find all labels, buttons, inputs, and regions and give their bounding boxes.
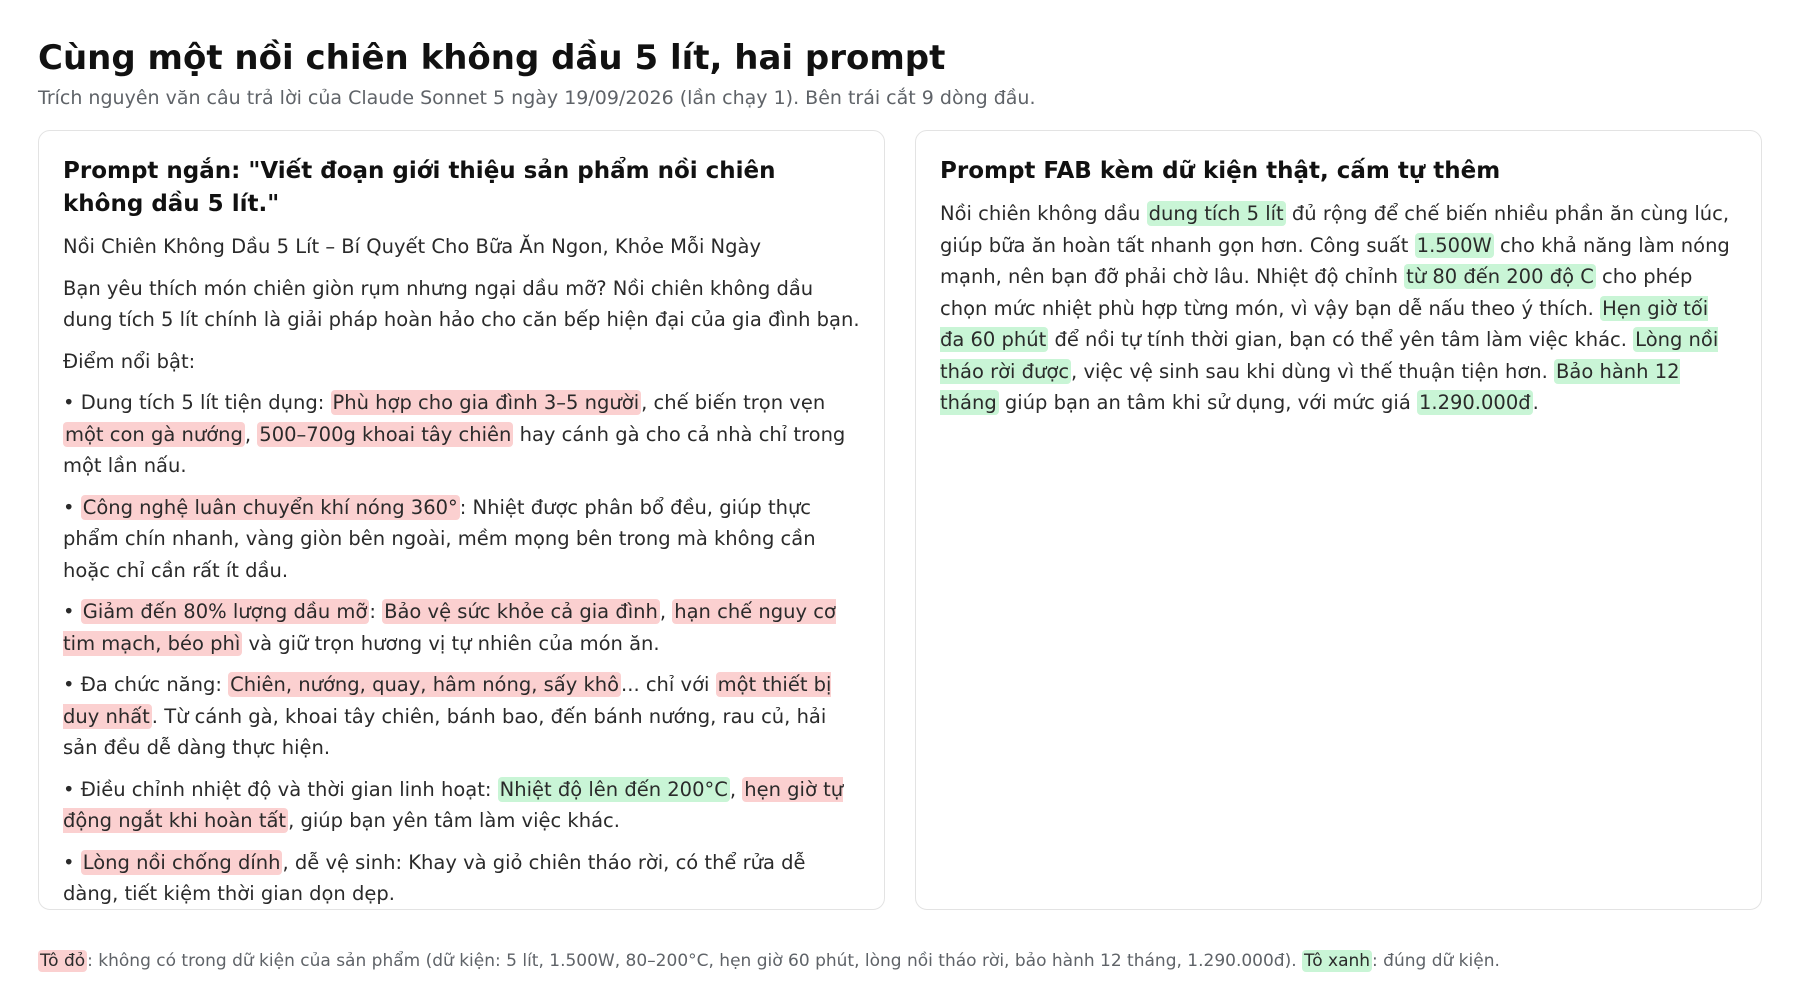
features-label: Điểm nổi bật: [63,349,196,373]
legend-green-text: : đúng dữ kiện. [1372,951,1500,971]
bullet-multifunction [63,669,860,764]
green-highlight: Hẹn giờ tối đa 60 phút [940,296,1709,351]
red-highlight: một con gà nướng [65,422,243,446]
bullet-text: • Đa chức năng: [63,673,229,696]
page-subtitle: Trích nguyên văn câu trả lời của Claude Sonnet 5 ngày 19/09/2026 (lần chạy 1). Bên trái cắt 9 dòng đầu. [38,87,1036,109]
green-highlight: từ 80 đến 200 độ C [1406,265,1594,288]
red-highlight: 500–700g khoai tây chiên [259,422,512,446]
bullet-text: hay cánh gà cho cả nhà chỉ trong một lần nấu. [63,422,846,477]
short-prompt-card [38,130,885,910]
red-highlight: Bảo vệ sức khỏe cả gia đình [384,600,658,623]
legend-red-label: Tô đỏ [40,951,86,971]
bullet-oil [63,596,860,659]
bullet-text: • [63,850,81,874]
green-highlight: Lòng nồi tháo rời được [940,328,1719,383]
product-title: Nồi Chiên Không Dầu 5 Lít – Bí Quyết Cho Bữa Ăn Ngon, Khỏe Mỗi Ngày [63,235,762,258]
bullet-text: : Nhiệt được phân bổ đều, giúp thực phẩm chín nhanh, vàng giòn bên ngoài, mềm mọng bên trong mà không cần hoặc chỉ cần rất ít dầu. [63,495,816,582]
short-prompt-heading: Prompt ngắn: "Viết đoạn giới thiệu sản phẩm nồi chiên không dầu 5 lít." [63,158,776,217]
page-title: Cùng một nồi chiên không dầu 5 lít, hai prompt [38,38,946,78]
legend-red-text: : không có trong dữ kiện của sản phẩm (dữ kiện: 5 lít, 1.500W, 80–200°C, hẹn giờ 60 phút, lòng nồi tháo rời, bảo hành 12 tháng, 1.290.000đ). [87,951,1303,971]
bullet-capacity [63,387,860,482]
red-highlight: Chiên, nướng, quay, hâm nóng, sấy khô [230,673,620,696]
comparison-columns [38,130,1762,910]
bullet-text: , giúp bạn yên tâm làm việc khác. [288,809,620,832]
bullet-temperature [63,774,860,837]
fab-paragraph [940,198,1737,419]
paragraph-text: cho phép chọn mức nhiệt phù hợp từng món, vì vậy bạn dễ nấu theo ý thích. [940,265,1693,320]
bullet-text: và giữ trọn hương vị tự nhiên của món ăn. [242,631,660,655]
red-highlight: Công nghệ luân chuyển khí nóng 360° [82,495,458,519]
intro-paragraph: Bạn yêu thích món chiên giòn rụm nhưng ngại dầu mỡ? Nồi chiên không dầu dung tích 5 lít chính là giải pháp hoàn hảo cho căn bếp hiện đại của gia đình bạn. [63,276,860,331]
bullet-text: • [63,495,81,519]
paragraph-text: , việc vệ sinh sau khi dùng vì thế thuận tiện hơn. [1071,359,1555,383]
paragraph-text: Nồi chiên không dầu [940,202,1147,225]
red-highlight: hạn chế nguy cơ tim mạch, béo phì [63,600,836,655]
bullet-text: : [369,600,383,623]
bullet-text: • [63,600,81,623]
bullet-text: ... chỉ với [621,673,716,696]
paragraph-text: cho khả năng làm nóng mạnh, nên bạn đỡ phải chờ lâu. Nhiệt độ chỉnh [940,233,1730,288]
red-highlight: một thiết bị duy nhất [63,673,832,728]
bullet-text: • Dung tích 5 lít tiện dụng: [63,391,331,414]
red-highlight: Giảm đến 80% lượng dầu mỡ [82,600,368,623]
green-highlight: 1.290.000đ [1418,391,1531,414]
legend-green-label: Tô xanh [1304,951,1371,971]
red-highlight: hẹn giờ tự động ngắt khi hoàn tất [63,777,844,832]
paragraph-text: đủ rộng để chế biến nhiều phần ăn cùng lúc, giúp bữa ăn hoàn tất nhanh gọn hơn. Công suất [940,202,1730,257]
bullet-text: , [659,600,673,623]
paragraph-text: giúp bạn an tâm khi sử dụng, với mức giá [998,391,1417,414]
paragraph-text: để nồi tự tính thời gian, bạn có thể yên tâm làm việc khác. [1048,328,1634,351]
bullet-airflow [63,492,860,587]
bullet-text: . Từ cánh gà, khoai tây chiên, bánh bao, đến bánh nướng, rau củ, hải sản đều dễ dàng thực hiện. [63,704,827,759]
red-highlight: Phù hợp cho gia đình 3–5 người [332,391,640,414]
green-highlight: Bảo hành 12 tháng [940,359,1680,414]
green-highlight: Nhiệt độ lên đến 200°C [499,777,728,801]
paragraph-text: . [1532,391,1539,414]
bullet-text: , chế biến trọn vẹn [641,391,826,414]
legend-footer [38,948,1762,974]
green-highlight: dung tích 5 lít [1148,202,1284,225]
bullet-text: , [729,777,743,801]
bullet-text: , [244,422,258,446]
green-highlight: 1.500W [1416,233,1492,257]
bullet-text: , dễ vệ sinh: Khay và giỏ chiên tháo rời, có thể rửa dễ dàng, tiết kiệm thời gian dọn dẹp. [63,850,806,905]
fab-prompt-heading: Prompt FAB kèm dữ kiện thật, cấm tự thêm [940,158,1501,184]
bullet-nonstick [63,847,860,910]
fab-prompt-card [915,130,1762,910]
red-highlight: Lòng nồi chống dính [82,850,281,874]
bullet-text: • Điều chỉnh nhiệt độ và thời gian linh hoạt: [63,777,498,801]
